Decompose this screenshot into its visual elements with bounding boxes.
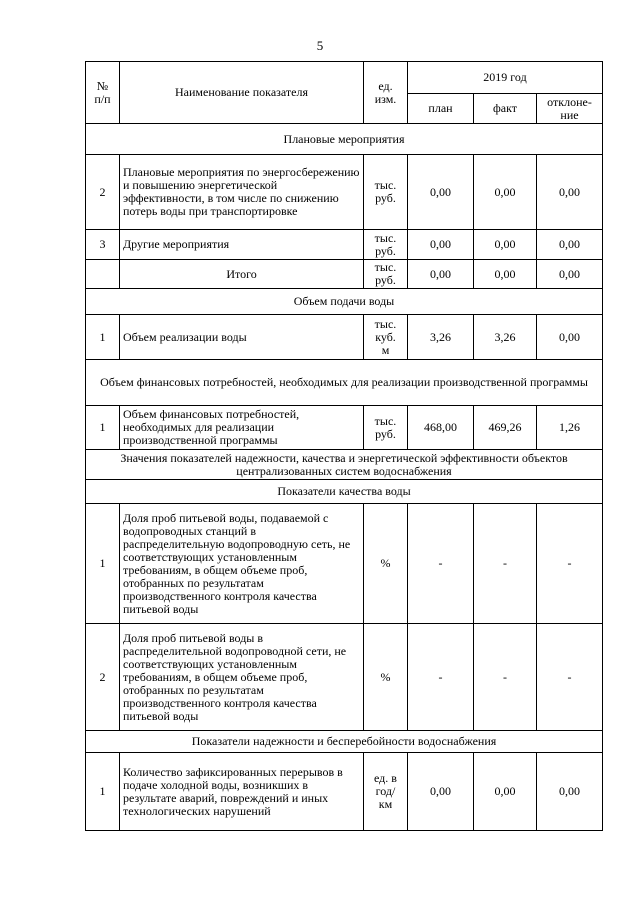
deviation-value: - [537,624,603,731]
section-title: Показатели надежности и бесперебойности водоснабжения [86,731,603,753]
table-row [86,230,603,260]
section-row [86,731,603,753]
indicator-name: Объем реализации воды [120,315,364,360]
deviation-value: 0,00 [537,315,603,360]
unit-cell: % [364,624,408,731]
table-row [86,406,603,450]
header-dev: отклоне- ние [537,94,603,124]
table-row [86,504,603,624]
plan-value: 0,00 [408,155,474,230]
row-number: 1 [86,315,120,360]
plan-value: 3,26 [408,315,474,360]
row-number: 2 [86,624,120,731]
fact-value: 0,00 [474,753,537,831]
section-row [86,289,603,315]
unit-cell: ед. в год/ км [364,753,408,831]
plan-value: - [408,504,474,624]
plan-value: - [408,624,474,731]
header-plan: план [408,94,474,124]
section-title: Значения показателей надежности, качества и энергетической эффективности объектов централизованных систем водоснабжения [86,450,603,480]
header-year: 2019 год [408,62,603,94]
fact-value: 0,00 [474,155,537,230]
unit-cell: тыс. руб. [364,260,408,289]
row-number: 1 [86,406,120,450]
deviation-value: 0,00 [537,155,603,230]
header-fact: факт [474,94,537,124]
section-title: Объем финансовых потребностей, необходимых для реализации производственной программы [86,360,603,406]
header-name: Наименование показателя [120,62,364,124]
page-number: 5 [316,38,324,53]
unit-cell: тыс. куб. м [364,315,408,360]
table-row [86,315,603,360]
indicator-name: Объем финансовых потребностей, необходимых для реализации производственной программы [120,406,364,450]
section-title: Плановые мероприятия [86,124,603,155]
row-number: 1 [86,753,120,831]
deviation-value: 0,00 [537,753,603,831]
section-row [86,360,603,406]
deviation-value: 0,00 [537,230,603,260]
fact-value: 0,00 [474,230,537,260]
row-number: 2 [86,155,120,230]
unit-cell: тыс. руб. [364,230,408,260]
row-number [86,260,120,289]
unit-cell: тыс. руб. [364,406,408,450]
header-unit: ед. изм. [364,62,408,124]
section-title: Показатели качества воды [86,480,603,504]
row-number: 1 [86,504,120,624]
indicator-name: Плановые мероприятия по энергосбережению и повышению энергетической эффективности, в том числе по снижению потерь воды при транспортировке [120,155,364,230]
fact-value: - [474,504,537,624]
plan-value: 0,00 [408,230,474,260]
indicator-name: Доля проб питьевой воды в распределительной водопроводной сети, не соответствующих установленным требованиям, в общем объеме проб, отобранных по результатам производственного контроля качества питьевой воды [120,624,364,731]
section-row [86,450,603,480]
row-number: 3 [86,230,120,260]
indicator-name: Итого [120,260,364,289]
plan-value: 468,00 [408,406,474,450]
table-row [86,260,603,289]
deviation-value: 0,00 [537,260,603,289]
indicator-name: Другие мероприятия [120,230,364,260]
fact-value: - [474,624,537,731]
section-row [86,124,603,155]
section-row [86,480,603,504]
deviation-value: - [537,504,603,624]
deviation-value: 1,26 [537,406,603,450]
fact-value: 0,00 [474,260,537,289]
indicator-name: Количество зафиксированных перерывов в подаче холодной воды, возникших в результате аварий, повреждений и иных технологических нарушений [120,753,364,831]
indicators-table [85,61,603,831]
header-num: № п/п [86,62,120,124]
unit-cell: тыс. руб. [364,155,408,230]
plan-value: 0,00 [408,753,474,831]
table-row [86,624,603,731]
table-row [86,155,603,230]
section-title: Объем подачи воды [86,289,603,315]
unit-cell: % [364,504,408,624]
plan-value: 0,00 [408,260,474,289]
table-row [86,753,603,831]
fact-value: 469,26 [474,406,537,450]
indicator-name: Доля проб питьевой воды, подаваемой с водопроводных станций в распределительную водопроводную сеть, не соответствующих установленным требованиям, в общем объеме проб, отобранных по результатам производственного контроля качества питьевой воды [120,504,364,624]
fact-value: 3,26 [474,315,537,360]
